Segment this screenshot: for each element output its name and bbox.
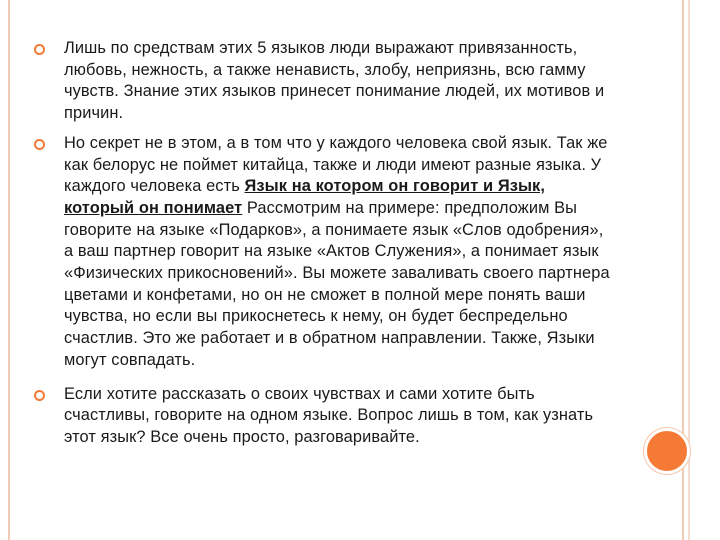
bullet-text-3: Если хотите рассказать о своих чувствах и сами хотите быть счастливы, говорите на одном языке. Вопрос лишь в том, как узнать этот язык? Все очень просто, разговаривайте. <box>64 384 594 446</box>
frame-left-line <box>8 0 10 540</box>
bullet-item-2 <box>20 133 610 372</box>
bullet-ring-icon <box>34 390 45 401</box>
bullet-text-2-post: Рассмотрим на примере: предположим Вы говорите на языке «Подарков», а понимаете язык «Слов одобрения», а ваш партнер говорит на языке «Актов Служения», а понимает язык «Физических прикосновений». Вы можете заваливать своего партнера цветами и конфетами, но он не сможет в полной мере понять ваши чувства, но если вы прикоснетесь к нему, он будет беспредельно счастлив. Это же работает и в обратном направлении. Также, Языки могут совпадать. <box>64 198 610 369</box>
bullet-list <box>20 38 610 457</box>
bullet-text-2-pre: Но секрет не в этом, а в том что у каждого человека свой язык. Так же как белорус не поймет китайца, также и люди имеют разные языка. У каждого человека есть <box>64 133 608 196</box>
bullet-text-2 <box>64 133 610 372</box>
decorative-circle-icon <box>644 428 690 474</box>
bullet-item-1 <box>20 38 610 125</box>
bullet-item-3 <box>20 384 610 449</box>
bullet-text-2-emphasis: Язык на котором он говорит и Язык, который он понимает <box>64 177 546 217</box>
bullet-text-1: Лишь по средствам этих 5 языков люди выражают привязанность, любовь, нежность, а также ненависть, злобу, неприязнь, всю гамму чувств. Знание этих языков принесет понимание людей, их мотивов и причин. <box>64 39 605 123</box>
bullet-ring-icon <box>34 139 45 150</box>
bullet-ring-icon <box>34 44 45 55</box>
